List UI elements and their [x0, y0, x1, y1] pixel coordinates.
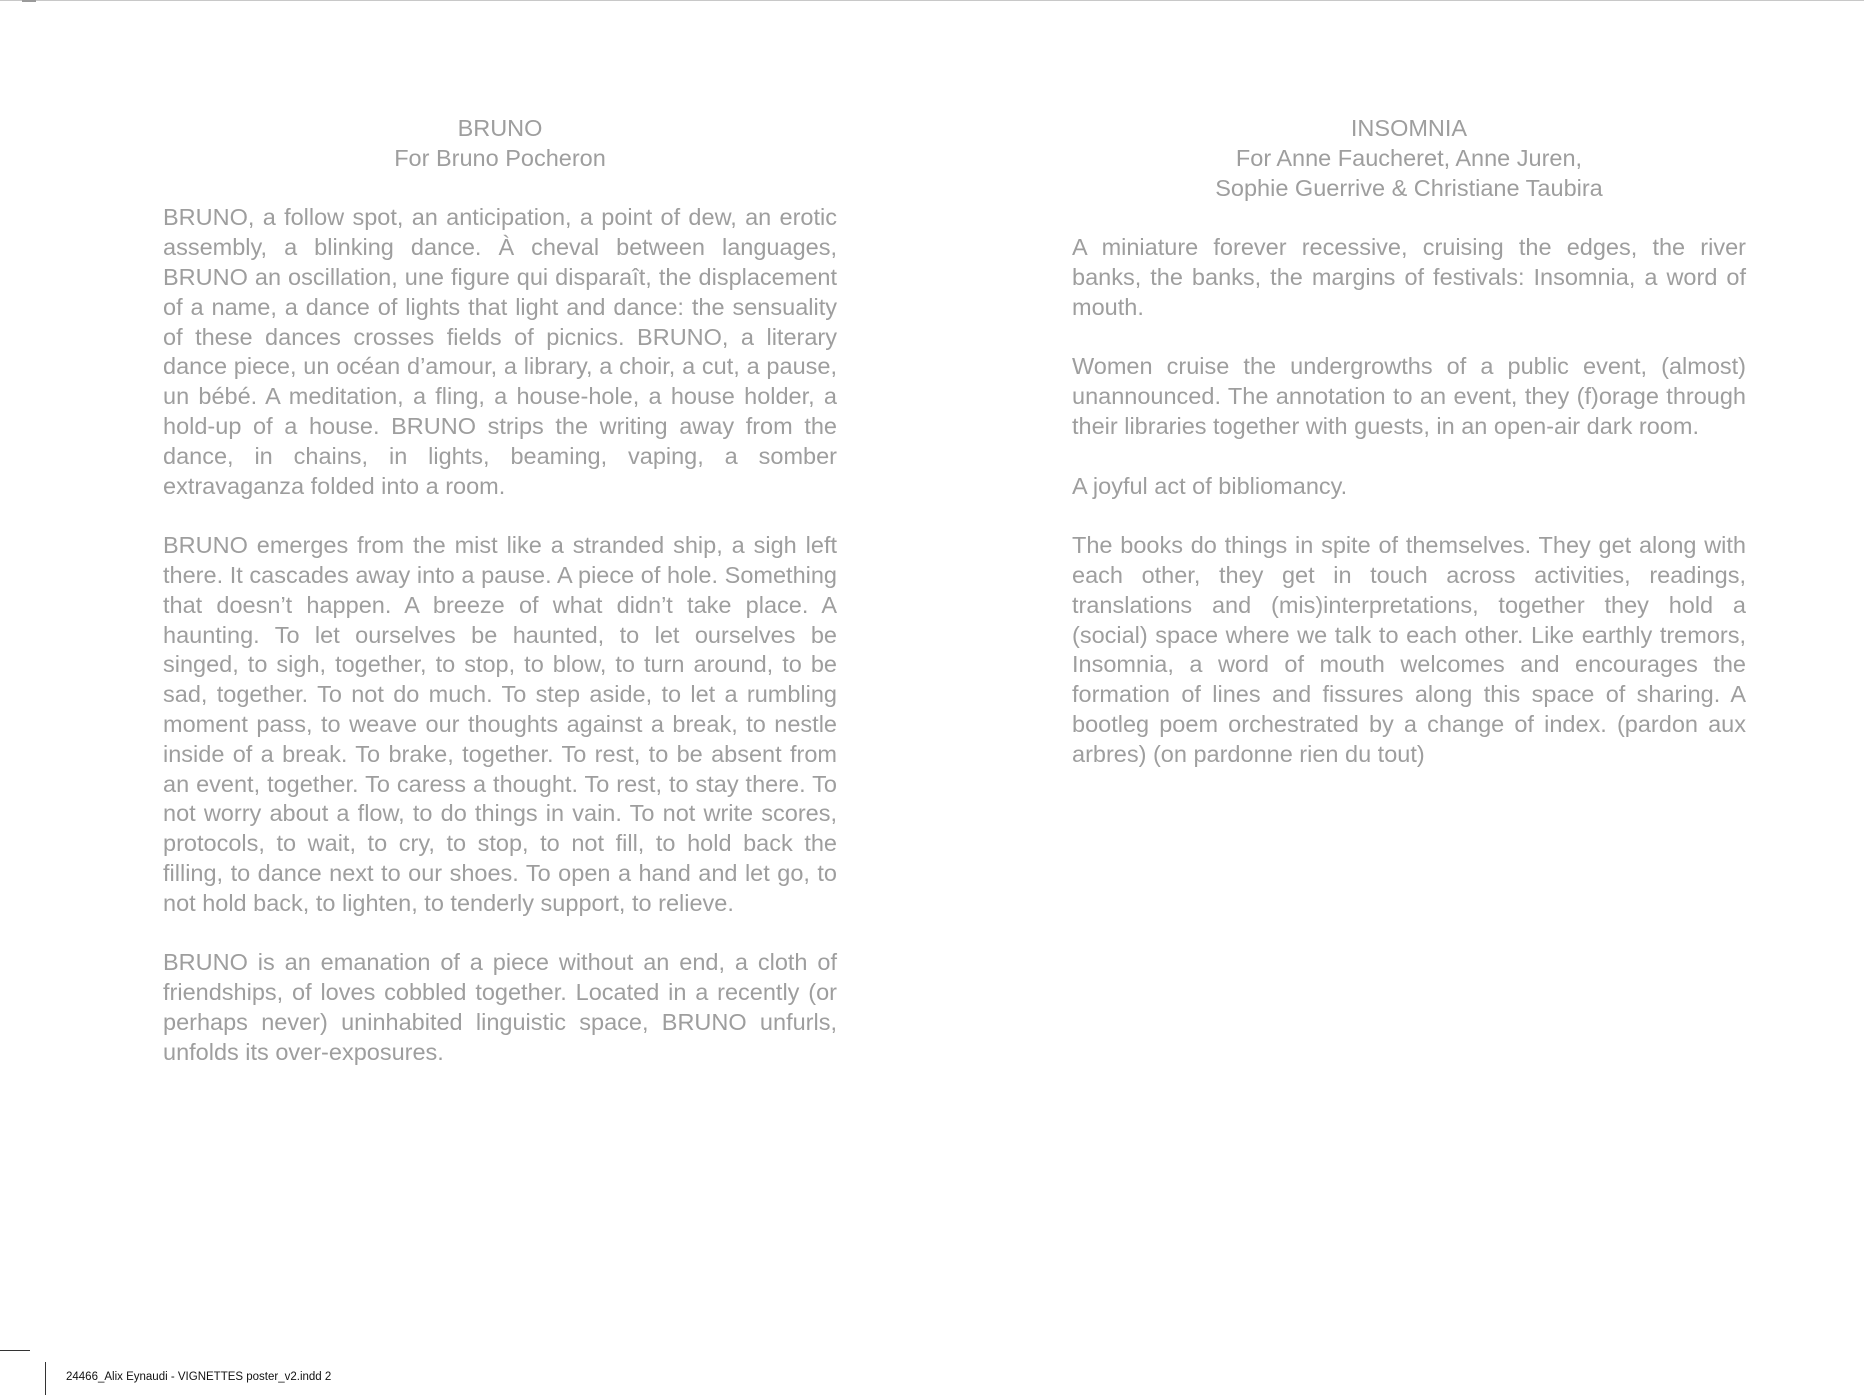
insomnia-paragraph: The books do things in spite of themselves. They get along with each other, they get in touch across activities, readings, translations and (mis)interpretations, together they hold a (social) space where we talk to each other. Like earthly tremors, Insomnia, a word of mouth welcomes and encourages the formation of lines and fissures along this space of sharing. A bootleg poem orchestrated by a change of index. (pardon aux arbres) (on pardonne rien du tout) — [1072, 532, 1746, 767]
bruno-paragraph: BRUNO is an emanation of a piece without an end, a cloth of friendships, of loves cobbled together. Located in a recently (or perhaps never) uninhabited linguistic space, BRUNO unfurls, unfolds its over-exposures. — [163, 949, 837, 1065]
insomnia-paragraph: Women cruise the undergrowths of a public event, (almost) unannounced. The annotation to an event, they (f)orage through their libraries together with guests, in an open-air dark room. — [1072, 353, 1746, 439]
insomnia-title: INSOMNIA — [1350, 115, 1468, 141]
insomnia-heading — [1072, 114, 1746, 203]
bruno-paragraph: BRUNO, a follow spot, an anticipation, a point of dew, an erotic assembly, a blinking dance. À cheval between languages, BRUNO an oscillation, une figure qui disparaît, the displacement of a name, a dance of lights that light and dance: the sensuality of these dances crosses fields of picnics. BRUNO, a literary dance piece, un océan d’amour, a library, a choir, a cut, a pause, un bébé. A meditation, a fling, a house-hole, a house holder, a hold-up of a house. BRUNO strips the writing away from the dance, in chains, in lights, beaming, vaping, a somber extravaganza folded into a room. — [163, 204, 837, 499]
bruno-paragraph: BRUNO emerges from the mist like a stranded ship, a sigh left there. It cascades away into a pause. A piece of hole. Something that doesn’t happen. A breeze of what didn’t take place. A haunting. To let ourselves be haunted, to let ourselves be singed, to sigh, together, to stop, to blow, to turn around, to be sad, together. To not do much. To step aside, to let a rumbling moment pass, to weave our thoughts against a break, to nestle inside of a break. To brake, together. To rest, to be absent from an event, together. To caress a thought. To rest, to stay there. To not worry about a flow, to do things in vain. To not write scores, protocols, to wait, to cry, to stop, to not fill, to hold back the filling, to dance next to our shoes. To open a hand and let go, to not hold back, to lighten, to tenderly support, to relieve. — [163, 532, 837, 916]
indesign-file-slug: 24466_Alix Eynaudi - VIGNETTES poster_v2.indd 2 — [66, 1371, 332, 1383]
bruno-section — [163, 114, 837, 1097]
bruno-title: BRUNO — [457, 115, 543, 141]
crop-mark — [22, 0, 36, 2]
insomnia-paragraph: A joyful act of bibliomancy. — [1072, 472, 1348, 499]
crop-mark — [45, 1362, 46, 1395]
insomnia-section — [1072, 114, 1746, 799]
insomnia-dedication-line-2: Sophie Guerrive & Christiane Taubira — [1215, 174, 1603, 201]
crop-mark — [0, 1350, 30, 1351]
insomnia-dedication-line-1: For Anne Faucheret, Anne Juren, — [1235, 144, 1583, 171]
bruno-dedication: For Bruno Pocheron — [394, 144, 606, 171]
insomnia-paragraph: A miniature forever recessive, cruising the edges, the river banks, the banks, the margins of festivals: Insomnia, a word of mouth. — [1072, 234, 1746, 320]
bruno-heading — [163, 114, 837, 174]
page-top-rule — [0, 0, 1864, 1]
